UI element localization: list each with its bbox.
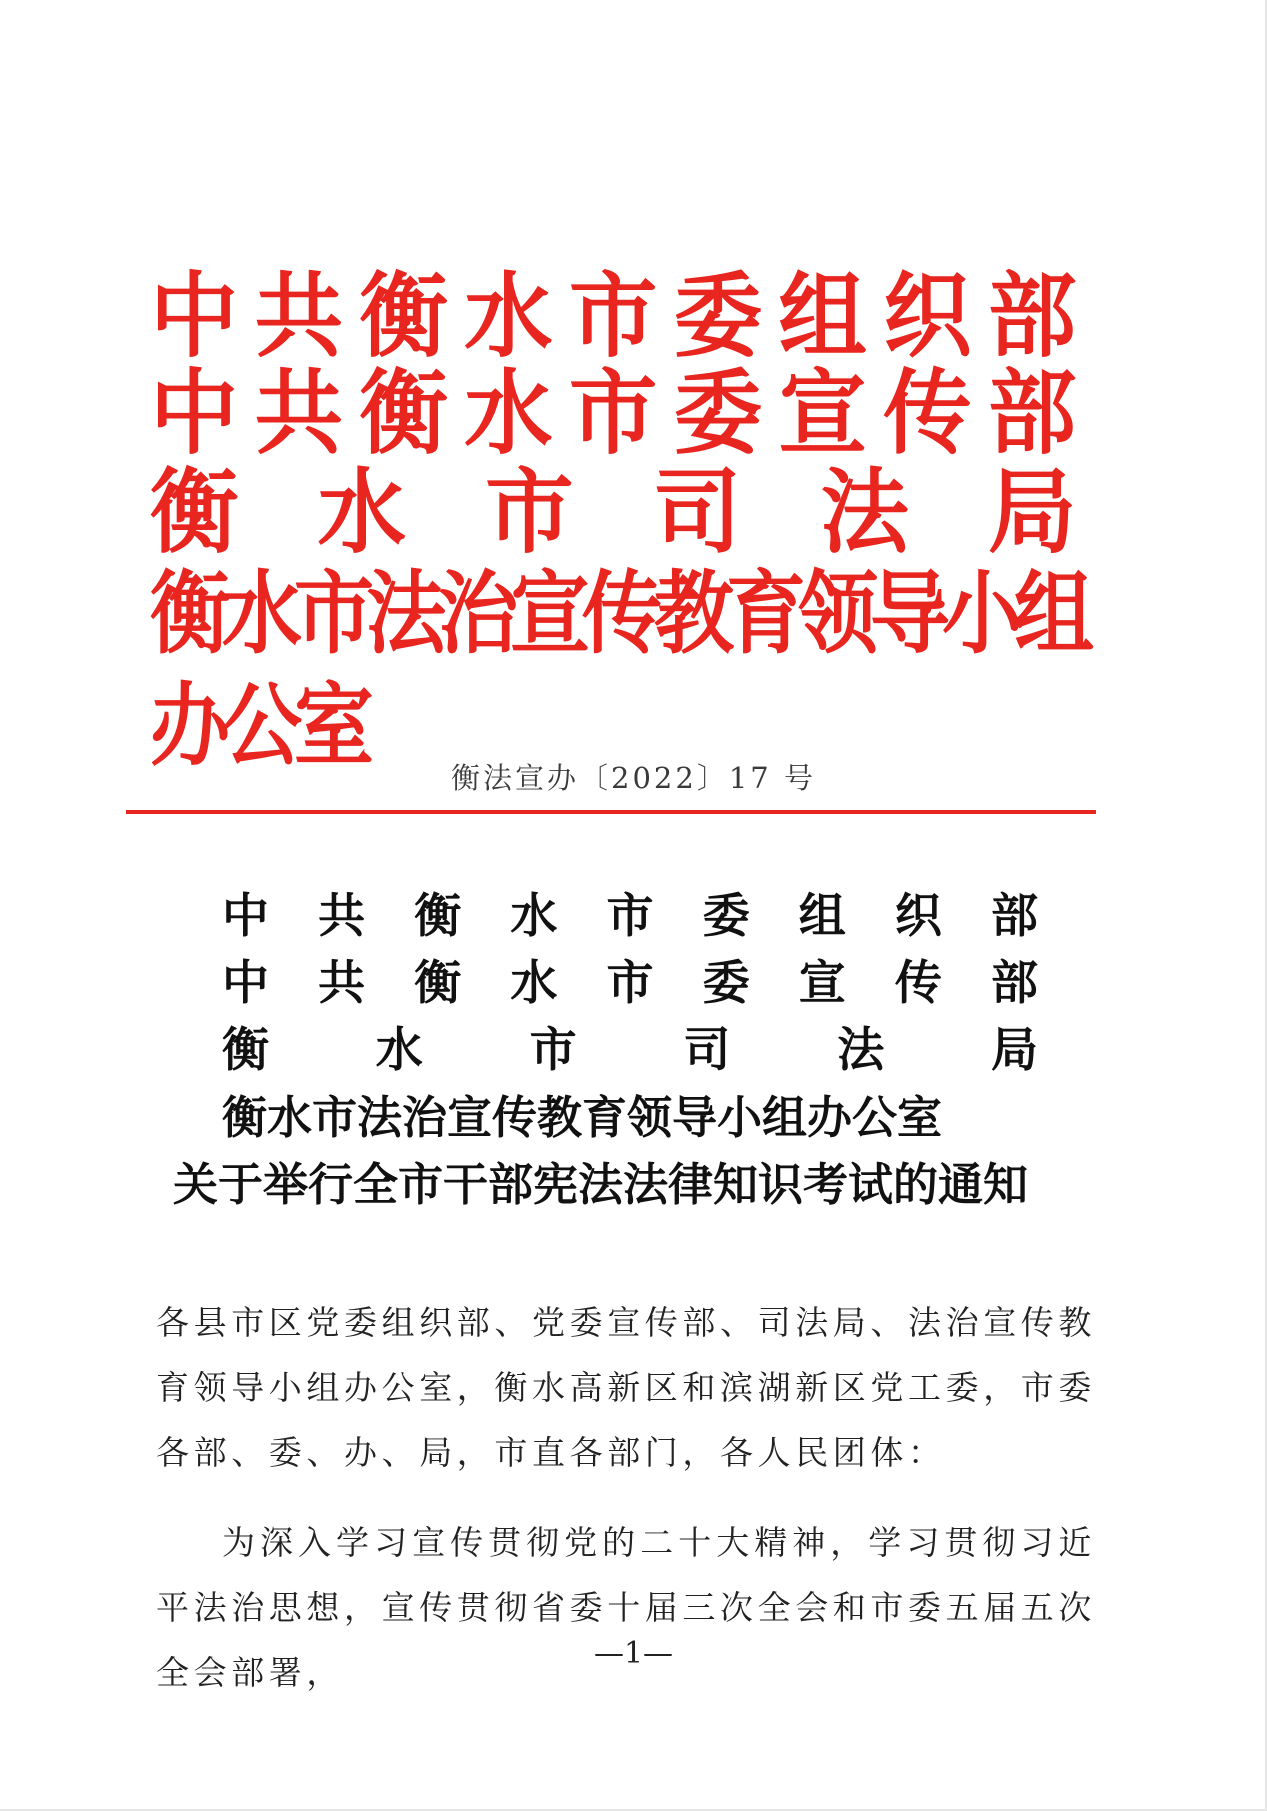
title-line-justice-bureau [222,1021,1038,1081]
title-char: 织 [894,889,942,944]
letterhead-char: 水 [464,359,553,467]
title-line-organization-dept [222,887,1038,947]
title-char: 宣 [798,956,846,1011]
document-title-subject: 关于举行全市干部宪法法律知识考试的通知 [173,1158,1029,1211]
title-char: 市 [529,1023,577,1078]
title-char: 委 [702,889,750,944]
title-char: 衡 [414,889,462,944]
letterhead-char: 组 [778,262,867,370]
title-char: 中 [222,889,269,944]
title-char: 衡 [414,956,462,1011]
title-char: 部 [991,889,1038,944]
title-char: 部 [991,956,1038,1011]
letterhead-char: 衡 [150,458,239,566]
letterhead-char: 中 [150,262,239,370]
title-char: 组 [798,889,846,944]
red-separator-line [126,810,1096,814]
title-char: 共 [318,889,366,944]
title-char: 局 [990,1023,1038,1078]
letterhead-char: 传 [883,359,972,467]
title-char: 市 [606,889,654,944]
letterhead-line-publicity-dept [150,359,1077,467]
letterhead-char: 市 [485,458,574,566]
title-char: 水 [375,1023,423,1078]
title-char: 委 [702,956,750,1011]
body-paragraph: 为深入学习宣传贯彻党的二十大精神，学习贯彻习近平法治思想，宣传贯彻省委十届三次全会和市委五届五次全会部署， [156,1523,1096,1692]
letterhead-char: 市 [568,359,658,467]
letterhead-char: 法 [820,458,909,566]
letterhead-line-legal-education-office: 衡水市法治宣传教育领导小组办公室 [150,560,1086,778]
letterhead-char: 中 [150,359,239,467]
letterhead-char: 委 [673,262,763,370]
title-char: 市 [606,956,654,1011]
letterhead-char: 委 [673,359,763,467]
letterhead-char: 共 [254,359,344,467]
letterhead-char: 部 [987,262,1077,370]
title-char: 水 [510,956,558,1011]
letterhead-line-organization-dept [150,262,1077,370]
letterhead-char: 织 [883,262,972,370]
letterhead-char: 衡 [359,262,448,370]
recipients-paragraph: 各县市区党委组织部、党委宣传部、司法局、法治宣传教育领导小组办公室，衡水高新区和滨湖新区党工委，市委各部、委、办、局，市直各部门，各人民团体： [156,1303,1096,1472]
document-number: 衡法宣办〔2022〕17 号 [451,761,816,795]
letterhead-char: 水 [317,458,406,566]
letterhead-line-justice-bureau [150,458,1077,566]
title-char: 水 [510,889,558,944]
title-line-legal-education-office: 衡水市法治宣传教育领导小组办公室 [222,1091,943,1144]
title-char: 法 [837,1023,885,1078]
title-char: 共 [318,956,366,1011]
letterhead-char: 衡 [359,359,448,467]
letterhead-char: 水 [464,262,553,370]
title-char: 司 [683,1023,731,1078]
title-char: 中 [222,956,269,1011]
title-line-publicity-dept [222,954,1038,1014]
letterhead-char: 宣 [778,359,867,467]
letterhead-char: 市 [568,262,658,370]
letterhead-char: 部 [987,359,1077,467]
page-number: —1— [593,1636,674,1671]
letterhead-char: 共 [254,262,344,370]
letterhead-char: 局 [988,458,1077,566]
title-char: 传 [894,956,942,1011]
letterhead-char: 司 [652,458,742,566]
title-char: 衡 [222,1023,269,1078]
